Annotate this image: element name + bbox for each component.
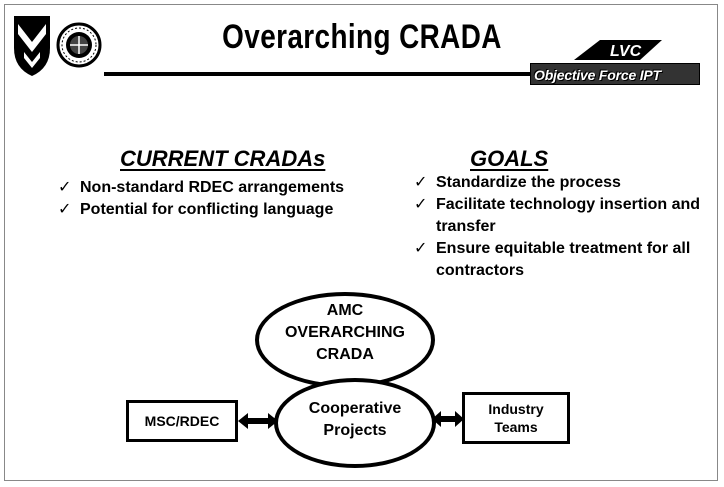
amc-overarching-label: AMC OVERARCHING CRADA: [284, 302, 405, 363]
msc-rdec-box: MSC/RDEC: [126, 400, 238, 442]
army-shield-icon: [10, 12, 54, 78]
check-icon: ✓: [414, 240, 428, 257]
title-underline: [104, 72, 544, 76]
cooperative-projects-label: Cooperative Projects: [308, 400, 402, 439]
ipt-banner-text: Objective Force IPT: [530, 63, 700, 85]
check-icon: ✓: [414, 174, 428, 191]
list-item: ✓ Potential for conflicting language: [58, 199, 388, 221]
check-icon: ✓: [414, 196, 428, 213]
double-arrow-icon: [432, 410, 464, 428]
double-arrow-icon: [238, 412, 278, 430]
current-cradas-heading: CURRENT CRADAs: [120, 146, 326, 171]
list-item: ✓ Ensure equitable treatment for all contractors: [414, 240, 691, 279]
goals-list: [414, 172, 714, 282]
current-cradas-list: [58, 177, 388, 221]
ipt-banner-icon: [526, 38, 712, 88]
lvc-mark: [570, 38, 666, 64]
industry-teams-box: Industry Teams: [462, 392, 570, 444]
list-item: ✓ Non-standard RDEC arrangements: [58, 177, 388, 199]
goals-heading: GOALS: [470, 146, 549, 171]
list-item: ✓ Standardize the process: [414, 172, 714, 194]
check-icon: ✓: [58, 201, 72, 218]
svg-text:LVC: LVC: [610, 43, 642, 60]
check-icon: ✓: [58, 179, 72, 196]
page-title: Overarching CRADA: [222, 18, 502, 56]
list-item: ✓ Facilitate technology insertion and transfer: [414, 196, 701, 235]
